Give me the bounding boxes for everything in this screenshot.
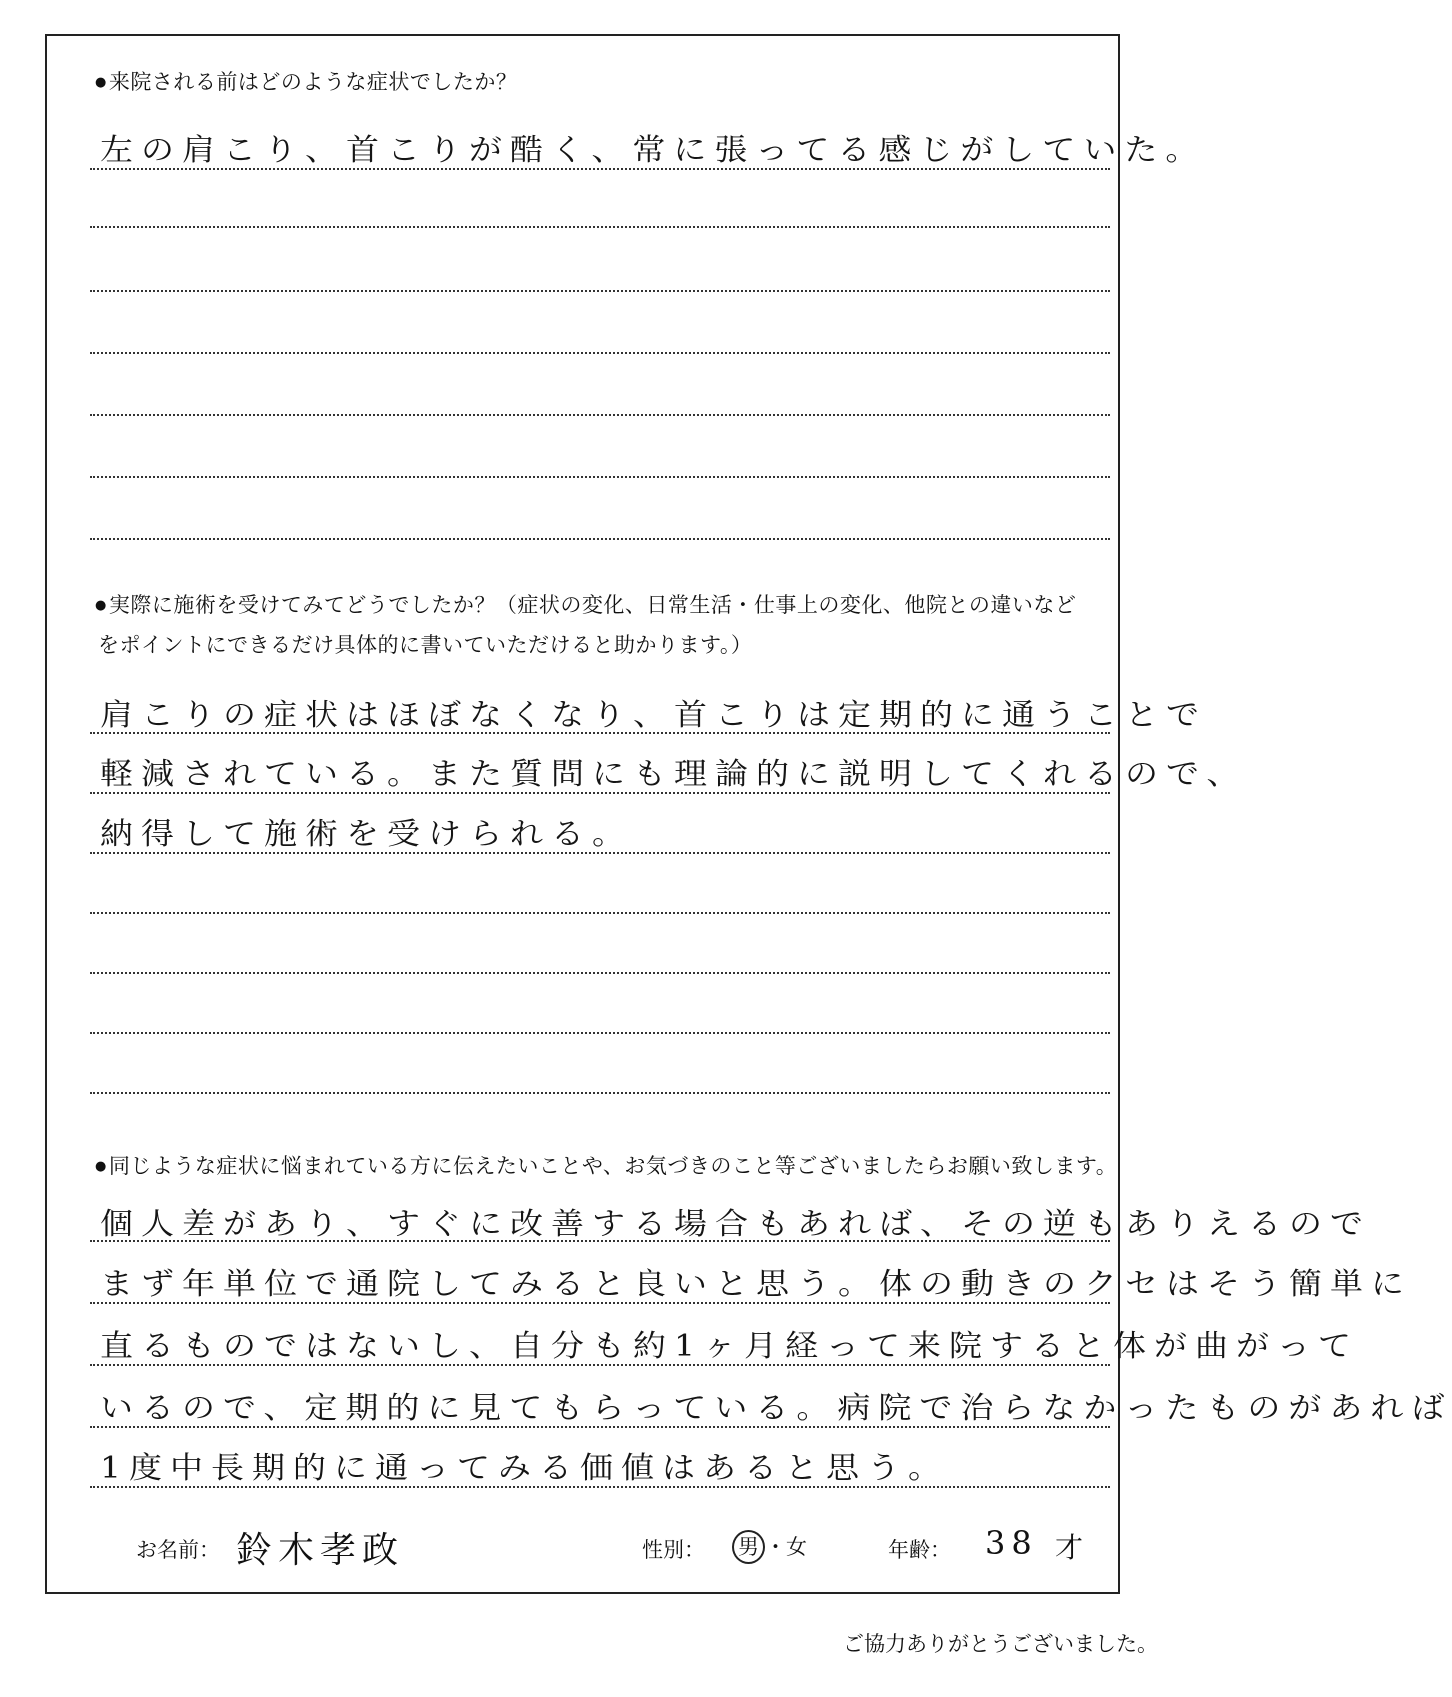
gender-options xyxy=(732,1530,807,1564)
rule-line xyxy=(90,1364,1110,1366)
question-1 xyxy=(95,66,517,96)
question-1-text: 来院される前はどのような症状でしたか？ xyxy=(108,70,518,94)
rule-line xyxy=(90,1240,1110,1242)
gender-separator: ・ xyxy=(765,1535,786,1559)
bullet-icon: ● xyxy=(95,75,107,90)
rule-line xyxy=(90,226,1110,228)
age-label: 年齢： xyxy=(888,1538,951,1562)
rule-line xyxy=(90,1092,1110,1094)
name-value: 鈴木孝政 xyxy=(236,1530,405,1571)
respondent-info xyxy=(0,1524,1200,1571)
rule-line xyxy=(90,538,1110,540)
rule-line xyxy=(90,732,1110,734)
answer-3-line-4: いるので、定期的に見てもらっている。病院で治らなかったものがあれば xyxy=(100,1389,1452,1426)
rule-line xyxy=(90,972,1110,974)
rule-line xyxy=(90,792,1110,794)
gender-label: 性別： xyxy=(642,1538,705,1562)
rule-line xyxy=(90,414,1110,416)
question-2-text-line-2: をポイントにできるだけ具体的に書いていただけると助かります。） xyxy=(98,633,753,657)
gender-female: 女 xyxy=(786,1535,807,1559)
question-2 xyxy=(95,589,1076,619)
question-3 xyxy=(95,1150,1117,1180)
rule-line xyxy=(90,1426,1110,1428)
answer-2-line-3: 納得して施術を受けられる。 xyxy=(100,815,633,852)
rule-line xyxy=(90,1486,1110,1488)
thanks-message: ご協力ありがとうございました。 xyxy=(843,1632,1158,1656)
answer-2-line-1: 肩こりの症状はほぼなくなり、首こりは定期的に通うことで xyxy=(100,696,1207,733)
answer-3-line-5: 1度中長期的に通ってみる価値はあると思う。 xyxy=(100,1449,949,1486)
bullet-icon: ● xyxy=(95,1159,107,1174)
question-3-text: 同じような症状に悩まれている方に伝えたいことや、お気づきのこと等ございましたらお願い致します。 xyxy=(108,1154,1118,1178)
answer-2-line-2: 軽減されている。また質問にも理論的に説明してくれるので、 xyxy=(100,755,1248,792)
bullet-icon: ● xyxy=(95,598,107,613)
rule-line xyxy=(90,1302,1110,1304)
question-2-text-line-1: 実際に施術を受けてみてどうでしたか？（症状の変化、日常生活・仕事上の変化、他院との違いなど xyxy=(108,593,1077,617)
rule-line xyxy=(90,852,1110,854)
age-unit: 才 xyxy=(1055,1531,1090,1564)
answer-3-line-2: まず年単位で通院してみると良いと思う。体の動きのクセはそう簡単に xyxy=(100,1265,1412,1302)
answer-3-line-1: 個人差があり、すぐに改善する場合もあれば、その逆もありえるので xyxy=(100,1205,1371,1242)
rule-line xyxy=(90,168,1110,170)
rule-line xyxy=(90,912,1110,914)
name-label: お名前： xyxy=(136,1538,220,1562)
answer-3-line-3: 直るものではないし、自分も約1ヶ月経って来院すると体が曲がって xyxy=(100,1327,1359,1364)
answer-1-line-1: 左の肩こり、首こりが酷く、常に張ってる感じがしていた。 xyxy=(100,131,1207,168)
age-value: 38 xyxy=(985,1524,1038,1562)
gender-male-selected: 男 xyxy=(732,1530,765,1564)
rule-line xyxy=(90,476,1110,478)
rule-line xyxy=(90,290,1110,292)
rule-line xyxy=(90,1032,1110,1034)
rule-line xyxy=(90,352,1110,354)
